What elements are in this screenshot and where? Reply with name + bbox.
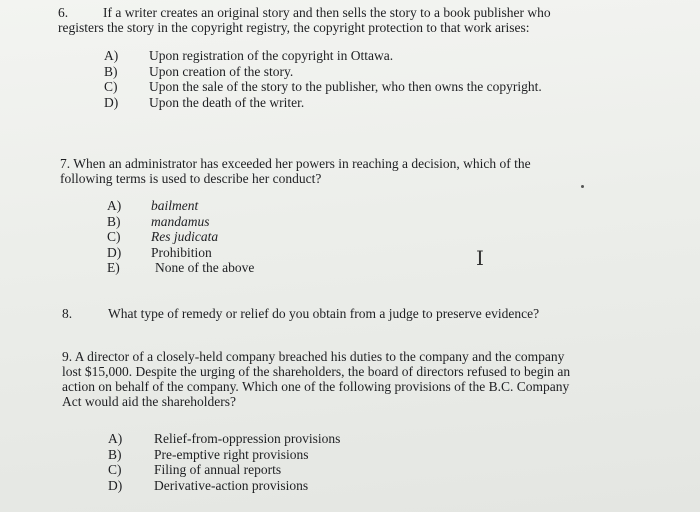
option-text: Derivative-action provisions [154,477,309,493]
question-6-option-c[interactable] [104,79,624,95]
question-6-option-b[interactable] [104,64,624,80]
option-letter: D) [107,244,122,260]
question-6-line-1: If a writer creates an original story and then sells the story to a book publisher who [103,5,551,20]
question-7-option-e[interactable] [107,260,407,276]
option-letter: A) [104,48,119,63]
question-8-number: 8. [62,306,73,321]
question-9-options [108,431,408,493]
option-letter: C) [104,79,118,94]
option-letter: D) [108,477,123,493]
option-letter: B) [108,446,122,462]
option-text: Filing of annual reports [154,462,282,477]
option-text: mandamus [151,213,210,229]
question-9-option-a[interactable] [108,431,408,447]
option-text: None of the above [155,260,255,275]
question-9-option-b[interactable] [108,447,408,463]
option-letter: A) [107,198,122,213]
option-text: Pre-emptive right provisions [154,446,309,462]
question-7-line-2: following terms is used to describe her conduct? [60,171,322,186]
question-7-line-1: 7. When an administrator has exceeded her powers in reaching a decision, which of the [60,156,531,171]
question-9-line-1: 9. A director of a closely-held company breached his duties to the company and the company [62,349,565,364]
question-7-option-c[interactable] [107,229,407,245]
question-6-number: 6. [58,5,69,20]
text-cursor-icon: I [476,246,484,270]
option-letter: A) [108,431,123,446]
question-9-line-3: action on behalf of the company. Which one of the following provisions of the B.C. Company [62,379,570,394]
option-text: Upon the sale of the story to the publisher, who then owns the copyright. [149,79,542,94]
question-7-option-d[interactable] [107,245,407,261]
option-letter: B) [104,63,118,79]
option-letter: D) [104,94,119,110]
question-6-option-a[interactable] [104,48,624,64]
question-8-line-1: What type of remedy or relief do you obtain from a judge to preserve evidence? [108,306,540,321]
question-7-options [107,198,407,276]
option-letter: C) [108,462,122,477]
option-letter: C) [107,229,121,244]
option-text: Upon creation of the story. [149,63,294,79]
question-7-option-b[interactable] [107,214,407,230]
question-7-option-a[interactable] [107,198,407,214]
option-letter: B) [107,213,121,229]
question-9-line-2: lost $15,000. Despite the urging of the shareholders, the board of directors refused to begin an [62,364,571,379]
option-text: Upon the death of the writer. [149,94,305,110]
option-text: Res judicata [151,229,219,244]
question-9-option-d[interactable] [108,478,408,494]
option-text: Relief-from-oppression provisions [154,431,341,446]
option-text: Prohibition [151,244,212,260]
question-9-option-c[interactable] [108,462,408,478]
question-6-line-2: registers the story in the copyright registry, the copyright protection to that work arises: [58,20,530,35]
speck [581,185,584,188]
option-text: bailment [151,198,199,213]
question-6-option-d[interactable] [104,95,624,111]
option-letter: E) [107,260,120,275]
question-6-options [104,48,624,110]
question-9-line-4: Act would aid the shareholders? [62,394,236,409]
option-text: Upon registration of the copyright in Ottawa. [149,48,394,63]
